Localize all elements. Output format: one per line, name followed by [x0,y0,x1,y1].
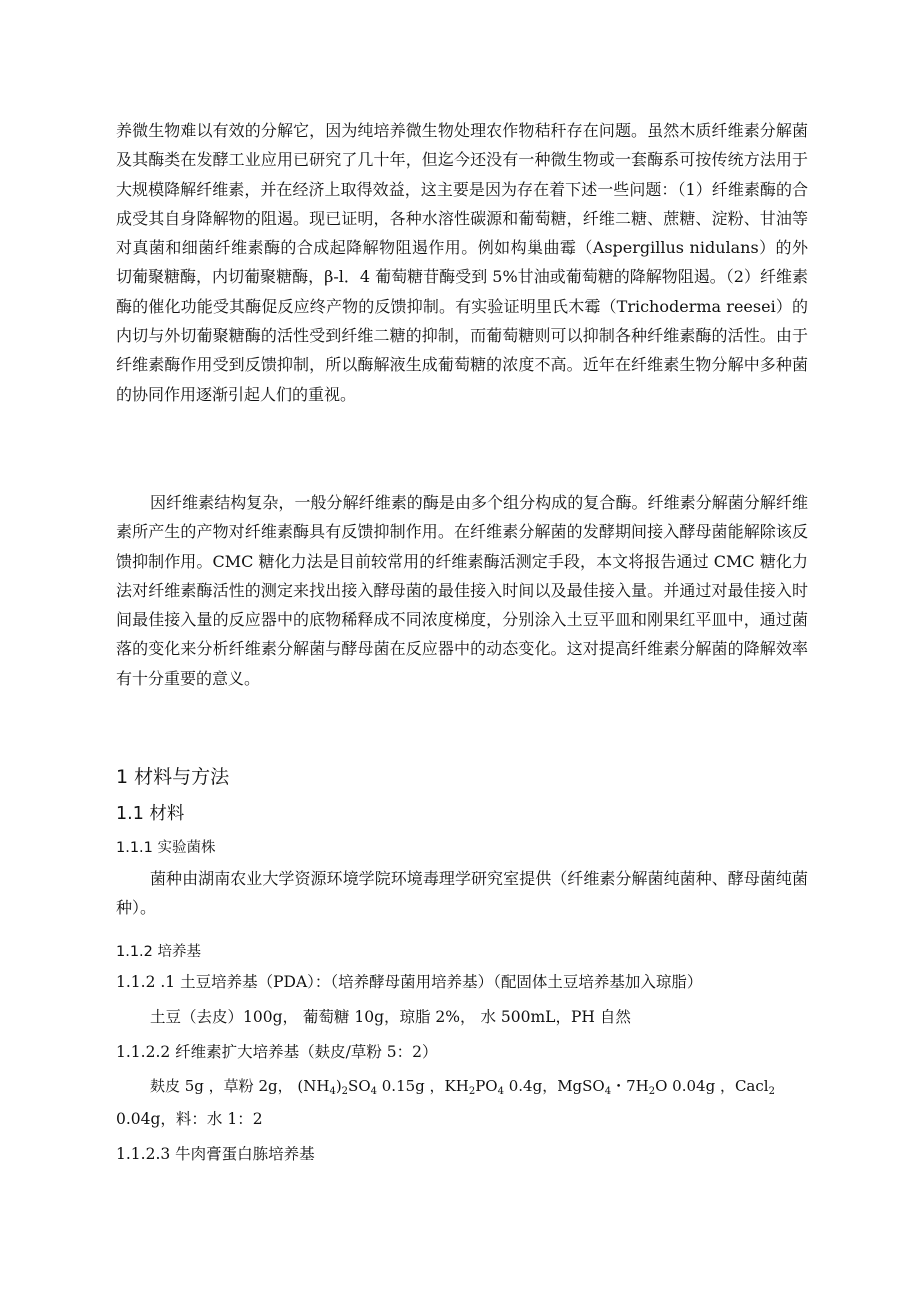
recipe-text: ) [335,1077,342,1095]
section-heading-1-1: 1.1 材料 [116,804,185,824]
recipe-text: 0.4g，MgSO [503,1077,605,1095]
strain-source-paragraph [116,864,808,923]
subscript: 2 [768,1086,775,1097]
subscript: 4 [604,1086,612,1097]
recipe-text: ・7H [611,1077,649,1095]
medium-cellulose-title: 1.1.2.2 纤维素扩大培养基（麸皮/草粉 5：2） [116,1043,438,1061]
medium-pda-recipe: 土豆（去皮）100g， 葡萄糖 10g，琼脂 2%， 水 500mL，PH 自然 [150,1008,631,1026]
body-paragraph-2 [116,488,808,693]
body-paragraph-1 [116,116,808,409]
section-heading-1-1-1: 1.1.1 实验菌株 [116,840,216,856]
section-heading-1-1-2: 1.1.2 培养基 [116,944,202,960]
paragraph-text: 养微生物难以有效的分解它，因为纯培养微生物处理农作物秸秆存在问题。虽然木质纤维素分解菌及其酶类在发酵工业应用已研究了几十年，但迄今还没有一种微生物或一套酶系可按传统方法用于大规模降解纤维素，并在经济上取得效益，这主要是因为存在着下述一些问题：（1）纤维素酶的合成受其自身降解物的阻遏。现已证明，各种水溶性碳源和葡萄糖，纤维二糖、蔗糖、淀粉、甘油等对真菌和细菌纤维素酶的合成起降解物阻遏作用。例如构巢曲霉（Aspergillus nidulans）的外切葡聚糖酶，内切葡聚糖酶，β-l．4 葡萄糖苷酶受到 5%甘油或葡萄糖的降解物阻遏。（2）纤维素酶的催化功能受其酶促反应终产物的反馈抑制。有实验证明里氏木霉（Trichoderma reesei）的内切与外切葡聚糖酶的活性受到纤维二糖的抑制，而葡萄糖则可以抑制各种纤维素酶的活性。由于纤维素酶作用受到反馈抑制，所以酶解液生成葡萄糖的浓度不高。近年在纤维素生物分解中多种菌的协同作用逐渐引起人们的重视。 [116,121,808,404]
medium-cellulose-recipe [150,1075,775,1097]
paragraph-text: 菌种由湖南农业大学资源环境学院环境毒理学研究室提供（纤维素分解菌纯菌种、酵母菌纯菌种）。 [116,869,808,918]
recipe-text: SO [348,1077,371,1095]
subscript: 2 [468,1086,476,1097]
paragraph-text: 因纤维素结构复杂，一般分解纤维素的酶是由多个组分构成的复合酶。纤维素分解菌分解纤维素所产生的产物对纤维素酶具有反馈抑制作用。在纤维素分解菌的发酵期间接入酵母菌能解除该反馈抑制作用。CMC 糖化力法是目前较常用的纤维素酶活测定手段，本文将报告通过 CMC 糖化力法对纤维素酶活性的测定来找出接入酵母菌的最佳接入时间以及最佳接入量。并通过对最佳接入时间最佳接入量的反应器中的底物稀释成不同浓度梯度，分别涂入土豆平皿和刚果红平皿中，通过菌落的变化来分析纤维素分解菌与酵母菌在反应器中的动态变化。这对提高纤维素分解菌的降解效率有十分重要的意义。 [116,493,808,688]
subscript: 4 [497,1086,504,1097]
section-heading-1: 1 材料与方法 [116,766,230,788]
medium-beef-peptone-title: 1.1.2.3 牛肉膏蛋白胨培养基 [116,1145,315,1163]
recipe-text: 0.15g ，KH [377,1077,469,1095]
subscript: 2 [341,1086,349,1097]
subscript: 4 [329,1086,336,1097]
subscript: 4 [370,1086,377,1097]
medium-cellulose-recipe-continued: 0.04g，料：水 1：2 [116,1110,263,1128]
subscript: 2 [648,1086,656,1097]
recipe-text: 麸皮 5g ，草粉 2g， (NH [150,1077,330,1095]
recipe-text: PO [475,1077,498,1095]
medium-pda-title: 1.1.2 .1 土豆培养基（PDA）：（培养酵母菌用培养基）（配固体土豆培养基加入琼脂） [116,973,703,991]
recipe-text: O 0.04g ，Cacl [655,1077,769,1095]
